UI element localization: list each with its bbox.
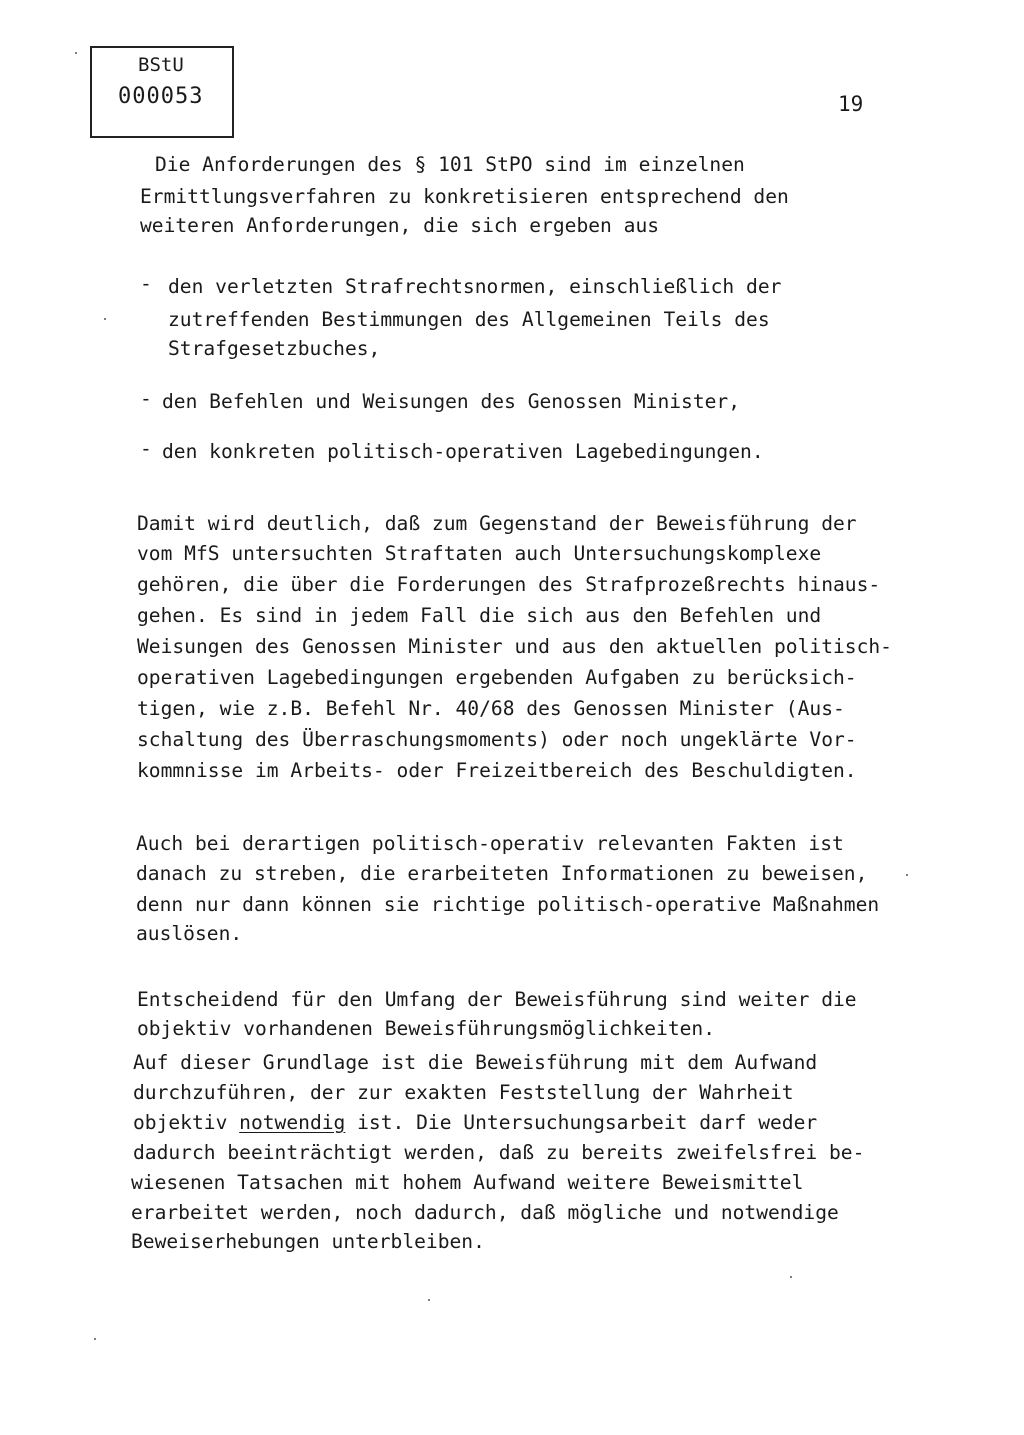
text-line: erarbeitet werden, noch dadurch, daß mögliche und notwendige	[131, 1201, 839, 1224]
page-number: 19	[838, 92, 864, 116]
list-dash: -	[140, 272, 152, 295]
list-dash: -	[140, 387, 152, 410]
text-line: Weisungen des Genossen Minister und aus den aktuellen politisch-	[137, 635, 892, 658]
text-line: tigen, wie z.B. Befehl Nr. 40/68 des Genossen Minister (Aus-	[137, 697, 845, 720]
scan-speck	[428, 1299, 430, 1301]
text-line: Entscheidend für den Umfang der Beweisführung sind weiter die	[137, 988, 857, 1011]
text-line: vom MfS untersuchten Straftaten auch Untersuchungskomplexe	[137, 542, 822, 565]
text-line: den Befehlen und Weisungen des Genossen Minister,	[162, 390, 741, 413]
text-line: zutreffenden Bestimmungen des Allgemeinen Teils des	[168, 308, 770, 331]
text-line: den konkreten politisch-operativen Lagebedingungen.	[162, 440, 764, 463]
text-line: weiteren Anforderungen, die sich ergeben aus	[140, 214, 660, 237]
text-line: Strafgesetzbuches,	[168, 337, 381, 360]
text-line: danach zu streben, die erarbeiteten Informationen zu beweisen,	[136, 862, 868, 885]
underlined-word: notwendig	[239, 1111, 346, 1134]
text-line: Die Anforderungen des § 101 StPO sind im einzelnen	[155, 153, 745, 176]
text-line	[133, 1111, 817, 1135]
text-line: gehen. Es sind in jedem Fall die sich aus den Befehlen und	[137, 604, 822, 627]
text-line: Auch bei derartigen politisch-operativ relevanten Fakten ist	[136, 832, 844, 855]
text-line: kommnisse im Arbeits- oder Freizeitbereich des Beschuldigten.	[137, 759, 857, 782]
text-segment: objektiv	[133, 1111, 240, 1134]
text-line: objektiv vorhandenen Beweisführungsmöglichkeiten.	[137, 1017, 716, 1040]
scan-speck	[94, 1338, 96, 1340]
text-line: operativen Lagebedingungen ergebenden Aufgaben zu berücksich-	[137, 666, 857, 689]
text-line: gehören, die über die Forderungen des Strafprozeßrechts hinaus-	[137, 573, 881, 596]
archive-stamp	[90, 46, 234, 138]
text-line: Auf dieser Grundlage ist die Beweisführung mit dem Aufwand	[133, 1051, 818, 1074]
text-segment: ist. Die Untersuchungsarbeit darf weder	[345, 1111, 818, 1134]
text-line: durchzuführen, der zur exakten Feststellung der Wahrheit	[133, 1081, 794, 1104]
scan-speck	[790, 1276, 792, 1278]
text-line: dadurch beeinträchtigt werden, daß zu bereits zweifelsfrei be-	[133, 1141, 865, 1164]
text-line: denn nur dann können sie richtige politisch-operative Maßnahmen	[136, 893, 880, 916]
scan-speck	[104, 318, 106, 320]
text-line: Damit wird deutlich, daß zum Gegenstand der Beweisführung der	[137, 512, 857, 535]
text-line: wiesenen Tatsachen mit hohem Aufwand weitere Beweismittel	[131, 1171, 804, 1194]
text-line: schaltung des Überraschungsmoments) oder noch ungeklärte Vor-	[137, 728, 857, 751]
text-line: Ermittlungsverfahren zu konkretisieren entsprechend den	[140, 185, 789, 208]
text-line: Beweiserhebungen unterbleiben.	[131, 1230, 485, 1253]
stamp-organization: BStU	[138, 54, 184, 76]
list-dash: -	[140, 437, 152, 460]
stamp-number: 000053	[118, 84, 204, 109]
scan-speck	[75, 52, 77, 54]
scan-speck	[906, 874, 908, 876]
text-line: auslösen.	[136, 922, 243, 945]
text-line: den verletzten Strafrechtsnormen, einschließlich der	[168, 275, 782, 298]
